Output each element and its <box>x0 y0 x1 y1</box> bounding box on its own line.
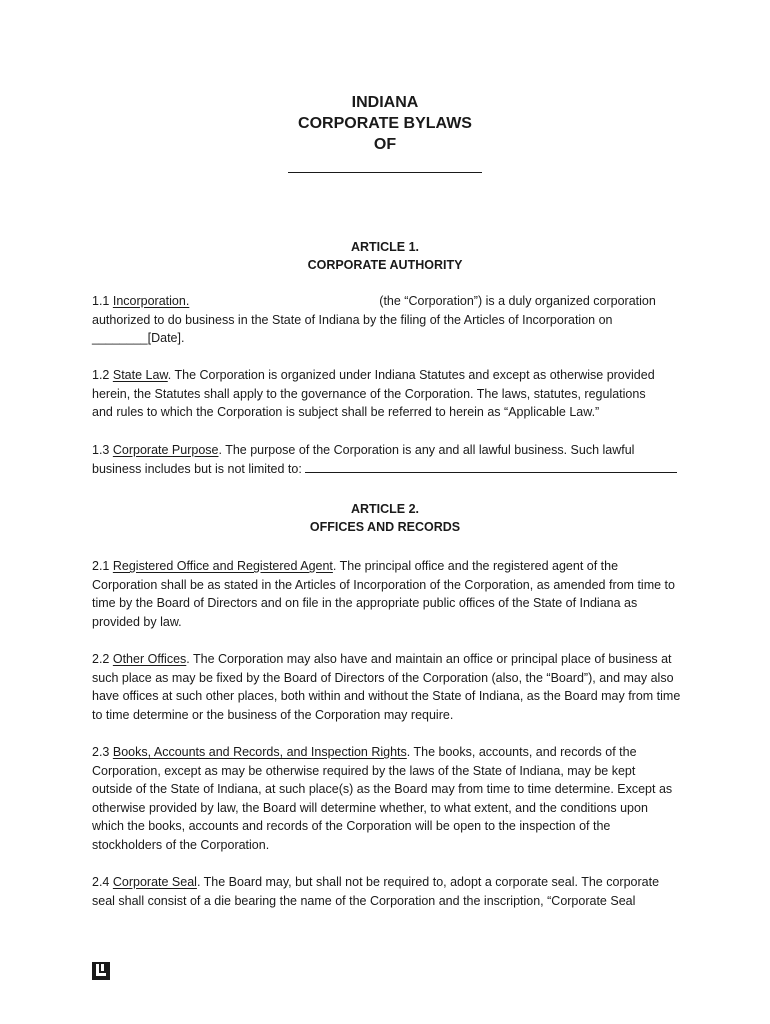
doc-title-main: CORPORATE BYLAWS <box>298 115 472 132</box>
text-line: . The Corporation is organized under Indiana Statutes and except as otherwise provided <box>167 368 655 382</box>
text-line: and rules to which the Corporation is subject shall be referred to herein as “Applicable Law.” <box>92 405 600 419</box>
section-number: 1.3 <box>92 443 113 457</box>
article-2-title: OFFICES AND RECORDS <box>309 520 461 534</box>
text-line: . The books, accounts, and records of the <box>406 745 637 759</box>
section-2-1 <box>92 557 692 631</box>
section-1-1 <box>92 292 692 348</box>
article-1-number: ARTICLE 1. <box>350 240 420 254</box>
section-number: 2.2 <box>92 652 113 666</box>
corporation-name-blank[interactable] <box>288 172 482 173</box>
business-purpose-blank[interactable] <box>305 462 677 473</box>
text-line: authorized to do business in the State of Indiana by the filing of the Articles of Incorporation on <box>92 312 613 327</box>
section-number: 1.2 <box>92 368 113 382</box>
text-line: provided by law. <box>92 614 182 629</box>
text-line: business includes but is not limited to: <box>92 461 306 476</box>
article-2-number: ARTICLE 2. <box>350 502 420 516</box>
text-line: herein, the Statutes shall apply to the governance of the Corporation. The laws, statutes, regulations <box>92 386 646 401</box>
text-line: which the books, accounts and records of the Corporation will be open to the inspection of the <box>92 819 611 833</box>
section-2-3 <box>92 743 692 854</box>
section-heading: State Law <box>112 368 168 382</box>
text-line: have offices at such other places, both within and without the State of Indiana, as the Board may from time <box>92 689 681 703</box>
legal-templates-logo-icon <box>92 962 110 980</box>
doc-title-of: OF <box>373 136 397 153</box>
section-heading: Registered Office and Registered Agent <box>112 559 333 573</box>
doc-title-state: INDIANA <box>351 94 419 111</box>
section-heading: Corporate Purpose <box>112 443 219 457</box>
section-2-4 <box>92 873 692 910</box>
text-line: . The Corporation may also have and maintain an office or principal place of business at <box>186 652 672 666</box>
section-heading: Incorporation. <box>112 294 190 308</box>
section-number: 2.3 <box>92 745 113 759</box>
section-number: 2.4 <box>92 875 113 889</box>
text-line: Corporation, except as may be otherwise required by the laws of the State of Indiana, may be kept <box>92 763 636 778</box>
text-line: such place as may be fixed by the Board of Directors of the Corporation (also, the “Board”), and may also <box>92 670 674 685</box>
section-number: 2.1 <box>92 559 113 573</box>
text-line: ________[Date]. <box>92 331 185 345</box>
section-number: 1.1 <box>92 294 113 308</box>
text-line: Corporation shall be as stated in the Articles of Incorporation of the Corporation, as amended from time to <box>92 577 675 592</box>
text-line: otherwise provided by law, the Board will determine whether, to what extent, and the conditions upon <box>92 800 648 815</box>
text-line: (the “Corporation”) is a duly organized corporation <box>379 294 656 308</box>
text-line: stockholders of the Corporation. <box>92 837 270 852</box>
text-line: . The purpose of the Corporation is any and all lawful business. Such lawful <box>218 443 635 457</box>
section-2-2 <box>92 650 692 724</box>
text-line: to time determine or the business of the Corporation may require. <box>92 707 454 722</box>
text-line: seal shall consist of a die bearing the name of the Corporation and the inscription, “Corporate Seal <box>92 893 636 908</box>
section-heading: Other Offices <box>112 652 187 666</box>
section-1-2 <box>92 366 692 422</box>
text-line: outside of the State of Indiana, at such place(s) as the Board may from time to time determine. Except as <box>92 782 673 796</box>
text-line: time by the Board of Directors and on file in the appropriate public offices of the State of Indiana as <box>92 596 638 610</box>
section-heading: Corporate Seal <box>112 875 197 889</box>
section-1-3 <box>92 441 692 478</box>
section-heading: Books, Accounts and Records, and Inspection Rights <box>112 745 407 759</box>
text-line: . The principal office and the registered agent of the <box>332 559 619 573</box>
article-1-title: CORPORATE AUTHORITY <box>307 258 463 272</box>
text-line: . The Board may, but shall not be required to, adopt a corporate seal. The corporate <box>196 875 660 889</box>
